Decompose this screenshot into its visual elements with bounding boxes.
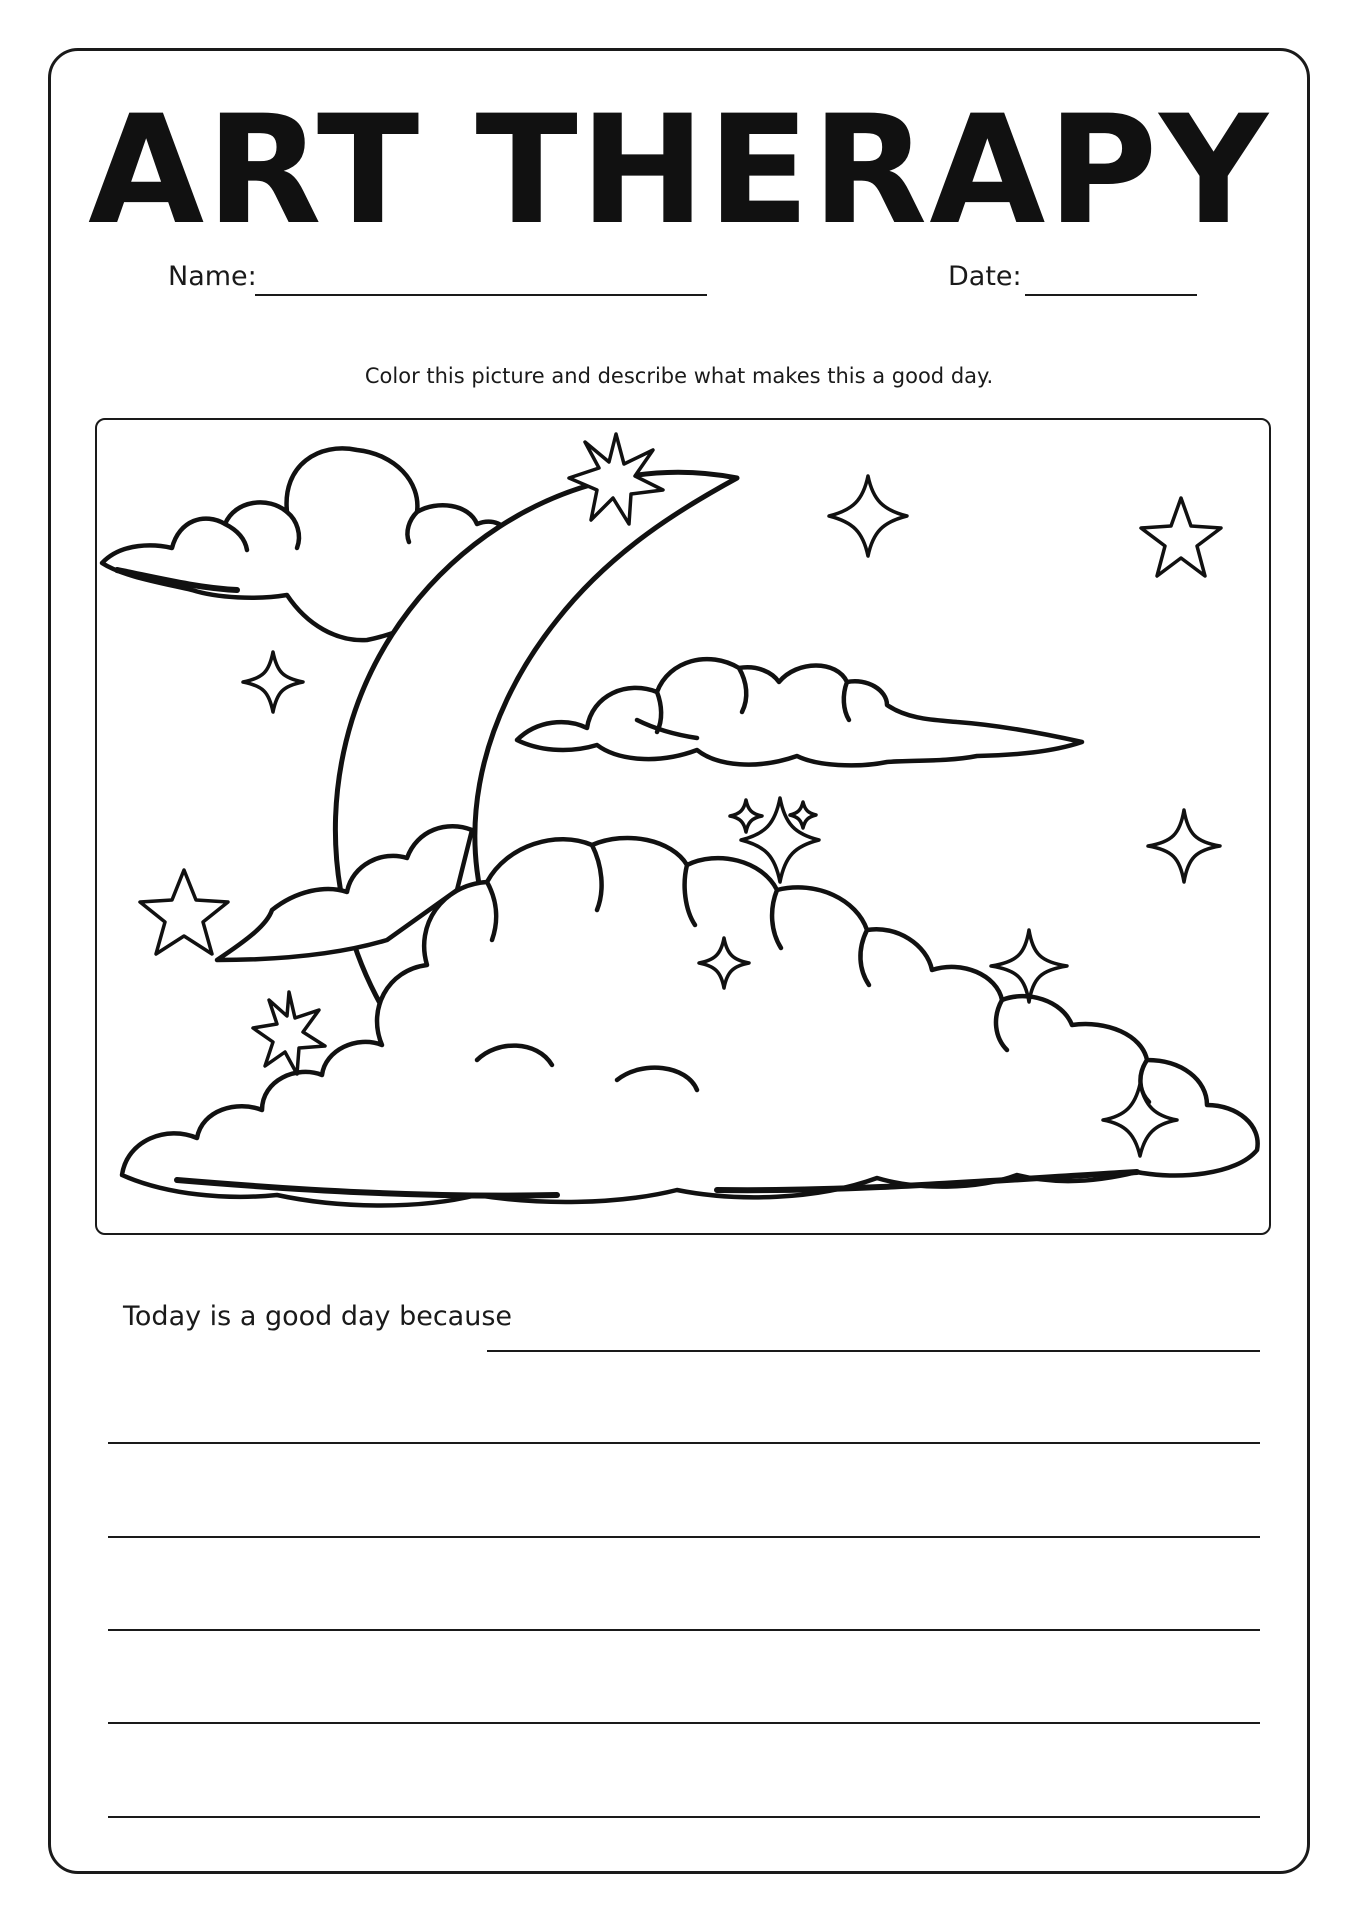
- answer-line-3[interactable]: [108, 1536, 1260, 1538]
- instruction-text: Color this picture and describe what makes this a good day.: [364, 364, 994, 388]
- star-icon: [253, 992, 325, 1074]
- star-icon: [1141, 498, 1221, 576]
- answer-line-1[interactable]: [487, 1350, 1260, 1352]
- name-label: Name:: [168, 261, 257, 292]
- date-field[interactable]: [1025, 294, 1197, 296]
- name-field[interactable]: [255, 294, 707, 296]
- sparkle-icon: [829, 476, 907, 556]
- cloud-icon: [517, 659, 1082, 765]
- sparkle-icon: [991, 930, 1067, 1002]
- answer-line-2[interactable]: [108, 1442, 1260, 1444]
- answer-line-5[interactable]: [108, 1722, 1260, 1724]
- page-title: ART THERAPY: [88, 84, 1270, 258]
- sparkle-icon: [243, 652, 303, 712]
- coloring-illustration: [97, 420, 1271, 1235]
- coloring-picture-frame: [95, 418, 1271, 1235]
- answer-line-4[interactable]: [108, 1629, 1260, 1631]
- sparkle-icon: [790, 802, 816, 828]
- sparkle-icon: [730, 800, 762, 832]
- answer-line-6[interactable]: [108, 1816, 1260, 1818]
- good-day-prompt: Today is a good day because: [123, 1301, 513, 1332]
- date-label: Date:: [948, 261, 1022, 292]
- star-icon: [140, 870, 228, 954]
- sparkle-icon: [1148, 810, 1220, 882]
